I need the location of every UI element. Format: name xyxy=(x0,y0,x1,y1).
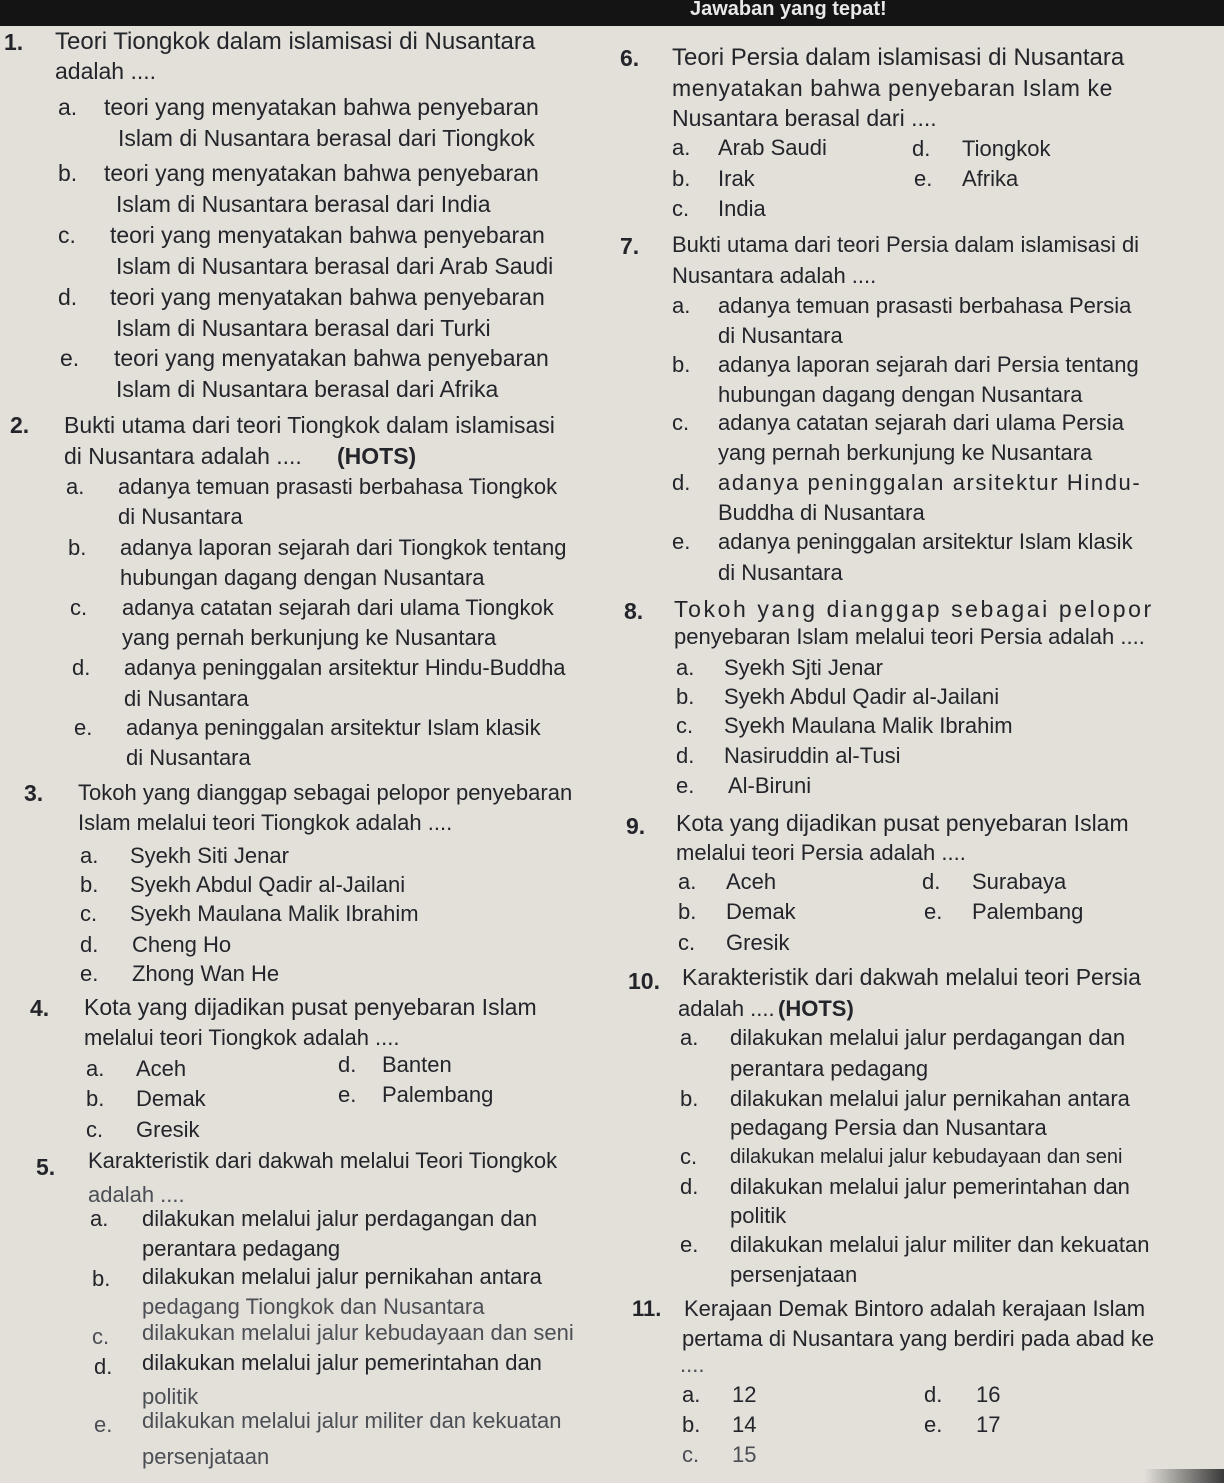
option-letter: b. xyxy=(676,684,695,709)
option-letter: a. xyxy=(86,1056,105,1081)
question-number: 6. xyxy=(620,45,640,71)
question-stem: Kerajaan Demak Bintoro adalah kerajaan Islam xyxy=(684,1296,1146,1321)
option-letter: d. xyxy=(338,1052,357,1077)
option-text: Islam di Nusantara berasal dari Turki xyxy=(116,315,491,341)
question-stem: Kota yang dijadikan pusat penyebaran Islam xyxy=(84,994,537,1020)
option-letter: e. xyxy=(74,715,93,740)
option-letter: b. xyxy=(86,1086,105,1111)
option-text: di Nusantara xyxy=(718,323,843,348)
option-letter: d. xyxy=(912,136,931,161)
question-number: 9. xyxy=(626,813,646,839)
option-letter: a. xyxy=(58,94,78,120)
option-letter: e. xyxy=(80,961,99,986)
option-letter: e. xyxy=(924,1412,943,1437)
option-text: Islam di Nusantara berasal dari Arab Saudi xyxy=(116,253,554,279)
option-letter: b. xyxy=(92,1266,111,1291)
option-text: persenjataan xyxy=(142,1444,270,1469)
option-text: pedagang Persia dan Nusantara xyxy=(730,1115,1047,1140)
question-number: 1. xyxy=(4,29,24,55)
option-text: 14 xyxy=(732,1412,757,1437)
question-stem: adalah .... xyxy=(678,996,775,1021)
option-text: Al-Biruni xyxy=(728,773,812,798)
option-text: Syekh Abdul Qadir al-Jailani xyxy=(130,872,406,897)
option-text: Syekh Maulana Malik Ibrahim xyxy=(724,713,1013,738)
option-text: Arab Saudi xyxy=(718,135,827,160)
option-text: dilakukan melalui jalur militer dan kekuatan xyxy=(730,1232,1150,1257)
option-text: adanya catatan sejarah dari ulama Persia xyxy=(718,410,1125,435)
option-letter: b. xyxy=(672,352,691,377)
question-stem: Nusantara berasal dari .... xyxy=(672,105,937,131)
option-letter: a. xyxy=(66,474,85,499)
option-letter: b. xyxy=(672,166,691,191)
question-stem: Teori Tiongkok dalam islamisasi di Nusantara xyxy=(55,28,536,55)
option-text: adanya laporan sejarah dari Tiongkok tentang xyxy=(120,535,567,560)
option-letter: b. xyxy=(80,872,99,897)
option-letter: a. xyxy=(678,869,697,894)
option-text: Buddha di Nusantara xyxy=(718,500,925,525)
question-stem: pertama di Nusantara yang berdiri pada abad ke xyxy=(682,1326,1155,1351)
option-text: Demak xyxy=(136,1086,206,1111)
question-stem: Kota yang dijadikan pusat penyebaran Islam xyxy=(676,810,1129,836)
option-letter: b. xyxy=(678,899,697,924)
option-text: dilakukan melalui jalur militer dan kekuatan xyxy=(142,1408,562,1433)
option-text: di Nusantara xyxy=(118,504,243,529)
question-stem: Tokoh yang dianggap sebagai pelopor xyxy=(674,596,1154,622)
option-text: Islam di Nusantara berasal dari Afrika xyxy=(116,376,499,402)
option-letter: e. xyxy=(676,773,695,798)
option-text: Afrika xyxy=(962,166,1019,191)
option-letter: b. xyxy=(680,1086,699,1111)
option-text: politik xyxy=(142,1384,199,1409)
option-text: dilakukan melalui jalur perdagangan dan xyxy=(142,1206,538,1231)
option-letter: a. xyxy=(90,1206,109,1231)
option-text: Islam di Nusantara berasal dari India xyxy=(116,191,491,217)
question-stem: Tokoh yang dianggap sebagai pelopor penyebaran xyxy=(78,780,573,805)
option-text: Nasiruddin al-Tusi xyxy=(724,743,901,768)
question-stem: di Nusantara adalah .... xyxy=(64,443,302,469)
option-text: dilakukan melalui jalur pemerintahan dan xyxy=(142,1350,542,1375)
option-text: teori yang menyatakan bahwa penyebaran xyxy=(110,222,545,248)
option-text: teori yang menyatakan bahwa penyebaran xyxy=(104,160,539,186)
option-letter: d. xyxy=(80,932,99,957)
option-letter: d. xyxy=(924,1382,943,1407)
option-letter: c. xyxy=(58,222,76,248)
option-letter: c. xyxy=(672,196,690,221)
question-stem: Islam melalui teori Tiongkok adalah .... xyxy=(78,810,453,835)
option-letter: c. xyxy=(92,1324,110,1349)
option-text: India xyxy=(718,196,766,221)
question-number: 10. xyxy=(628,968,660,994)
question-stem: adalah .... xyxy=(88,1182,185,1207)
option-text: Tiongkok xyxy=(962,136,1051,161)
option-text: dilakukan melalui jalur pemerintahan dan xyxy=(730,1174,1130,1199)
question-stem: Karakteristik dari dakwah melalui Teori Tiongkok xyxy=(88,1148,558,1173)
option-text: 12 xyxy=(732,1382,757,1407)
option-text: dilakukan melalui jalur pernikahan antara xyxy=(142,1264,542,1289)
option-letter: a. xyxy=(682,1382,701,1407)
question-number: 8. xyxy=(624,598,644,624)
question-stem: Bukti utama dari teori Tiongkok dalam islamisasi xyxy=(64,412,555,438)
option-letter: c. xyxy=(682,1442,700,1467)
option-text: yang pernah berkunjung ke Nusantara xyxy=(122,625,497,650)
option-text: Syekh Sjti Jenar xyxy=(724,655,883,680)
option-letter: e. xyxy=(338,1082,357,1107)
option-letter: a. xyxy=(680,1025,699,1050)
option-text: Banten xyxy=(382,1052,452,1077)
header-text: Jawaban yang tepat! xyxy=(690,0,887,20)
question-stem: penyebaran Islam melalui teori Persia adalah .... xyxy=(674,624,1145,649)
option-text: dilakukan melalui jalur kebudayaan dan seni xyxy=(142,1320,574,1345)
option-letter: d. xyxy=(922,869,941,894)
question-number: 4. xyxy=(30,995,50,1021)
option-text: Syekh Siti Jenar xyxy=(130,843,289,868)
option-text: dilakukan melalui jalur pernikahan antara xyxy=(730,1086,1130,1111)
option-text: politik xyxy=(730,1203,787,1228)
option-letter: a. xyxy=(672,293,691,318)
option-letter: d. xyxy=(94,1354,113,1379)
option-letter: b. xyxy=(682,1412,701,1437)
option-text: adanya temuan prasasti berbahasa Persia xyxy=(718,293,1132,318)
option-text: dilakukan melalui jalur perdagangan dan xyxy=(730,1025,1126,1050)
question-number: 2. xyxy=(10,412,30,438)
page-header-strip xyxy=(0,0,1224,26)
option-text: adanya peninggalan arsitektur Hindu- xyxy=(718,470,1142,495)
question-number: 7. xyxy=(620,233,640,259)
option-letter: a. xyxy=(80,843,99,868)
option-text: Aceh xyxy=(136,1056,187,1081)
option-text: hubungan dagang dengan Nusantara xyxy=(120,565,485,590)
option-text: Zhong Wan He xyxy=(132,961,280,986)
option-text: perantara pedagang xyxy=(730,1056,929,1081)
question-stem: Teori Persia dalam islamisasi di Nusantara xyxy=(672,44,1125,71)
option-text: Syekh Maulana Malik Ibrahim xyxy=(130,901,419,926)
option-text: 17 xyxy=(976,1412,1001,1437)
option-text: 16 xyxy=(976,1382,1001,1407)
option-text: Irak xyxy=(718,166,755,191)
option-letter: a. xyxy=(676,655,695,680)
option-letter: d. xyxy=(680,1174,699,1199)
option-text: teori yang menyatakan bahwa penyebaran xyxy=(114,345,549,371)
question-stem: Nusantara adalah .... xyxy=(672,263,877,288)
option-text: yang pernah berkunjung ke Nusantara xyxy=(718,440,1093,465)
question-stem: menyatakan bahwa penyebaran Islam ke xyxy=(672,75,1113,101)
option-letter: b. xyxy=(68,535,87,560)
option-text: pedagang Tiongkok dan Nusantara xyxy=(142,1294,485,1319)
question-stem: Bukti utama dari teori Persia dalam islamisasi di xyxy=(672,232,1140,257)
option-letter: d. xyxy=(676,743,695,768)
option-text: teori yang menyatakan bahwa penyebaran xyxy=(104,94,539,120)
page-corner-shadow xyxy=(1144,1469,1224,1483)
option-text: adanya temuan prasasti berbahasa Tiongkok xyxy=(118,474,558,499)
option-text: di Nusantara xyxy=(124,686,249,711)
question-stem: .... xyxy=(680,1352,705,1377)
question-number: 3. xyxy=(24,780,44,806)
question-stem: melalui teori Persia adalah .... xyxy=(676,840,966,865)
option-letter: c. xyxy=(678,930,696,955)
option-letter: e. xyxy=(924,899,943,924)
option-text: adanya laporan sejarah dari Persia tentang xyxy=(718,352,1139,377)
option-text: adanya peninggalan arsitektur Islam klasik xyxy=(718,529,1133,554)
question-stem: melalui teori Tiongkok adalah .... xyxy=(84,1025,400,1050)
hots-label: (HOTS) xyxy=(778,996,854,1021)
option-text: perantara pedagang xyxy=(142,1236,341,1261)
option-letter: e. xyxy=(672,529,691,554)
option-letter: c. xyxy=(676,713,694,738)
option-letter: e. xyxy=(94,1412,113,1437)
option-letter: e. xyxy=(60,345,80,371)
hots-label: (HOTS) xyxy=(337,443,417,469)
option-letter: e. xyxy=(914,166,933,191)
question-number: 11. xyxy=(632,1296,662,1321)
option-text: adanya peninggalan arsitektur Hindu-Buddha xyxy=(124,655,566,680)
option-letter: b. xyxy=(58,160,78,186)
option-text: 15 xyxy=(732,1442,757,1467)
option-text: Palembang xyxy=(972,899,1084,924)
option-text: Palembang xyxy=(382,1082,494,1107)
option-text: Gresik xyxy=(726,930,790,955)
option-letter: d. xyxy=(672,470,691,495)
option-letter: c. xyxy=(672,410,690,435)
option-text: Gresik xyxy=(136,1117,200,1142)
option-text: di Nusantara xyxy=(126,745,251,770)
option-letter: d. xyxy=(58,284,78,310)
question-stem: Karakteristik dari dakwah melalui teori Persia xyxy=(682,964,1141,990)
option-letter: c. xyxy=(680,1144,698,1169)
option-text: persenjataan xyxy=(730,1262,858,1287)
option-text: dilakukan melalui jalur kebudayaan dan seni xyxy=(730,1146,1123,1168)
option-letter: e. xyxy=(680,1232,699,1257)
option-text: adanya peninggalan arsitektur Islam klasik xyxy=(126,715,541,740)
question-number: 5. xyxy=(36,1154,56,1180)
question-stem: adalah .... xyxy=(55,58,157,84)
option-text: Cheng Ho xyxy=(132,932,232,957)
option-text: hubungan dagang dengan Nusantara xyxy=(718,382,1083,407)
option-text: teori yang menyatakan bahwa penyebaran xyxy=(110,284,545,310)
option-letter: c. xyxy=(70,595,88,620)
option-text: Aceh xyxy=(726,869,777,894)
option-letter: c. xyxy=(86,1117,104,1142)
option-text: Demak xyxy=(726,899,796,924)
option-letter: d. xyxy=(72,655,91,680)
option-letter: a. xyxy=(672,135,691,160)
option-letter: c. xyxy=(80,901,98,926)
option-text: Surabaya xyxy=(972,869,1067,894)
option-text: adanya catatan sejarah dari ulama Tiongkok xyxy=(122,595,554,620)
option-text: Syekh Abdul Qadir al-Jailani xyxy=(724,684,1000,709)
option-text: di Nusantara xyxy=(718,560,843,585)
option-text: Islam di Nusantara berasal dari Tiongkok xyxy=(118,125,535,151)
